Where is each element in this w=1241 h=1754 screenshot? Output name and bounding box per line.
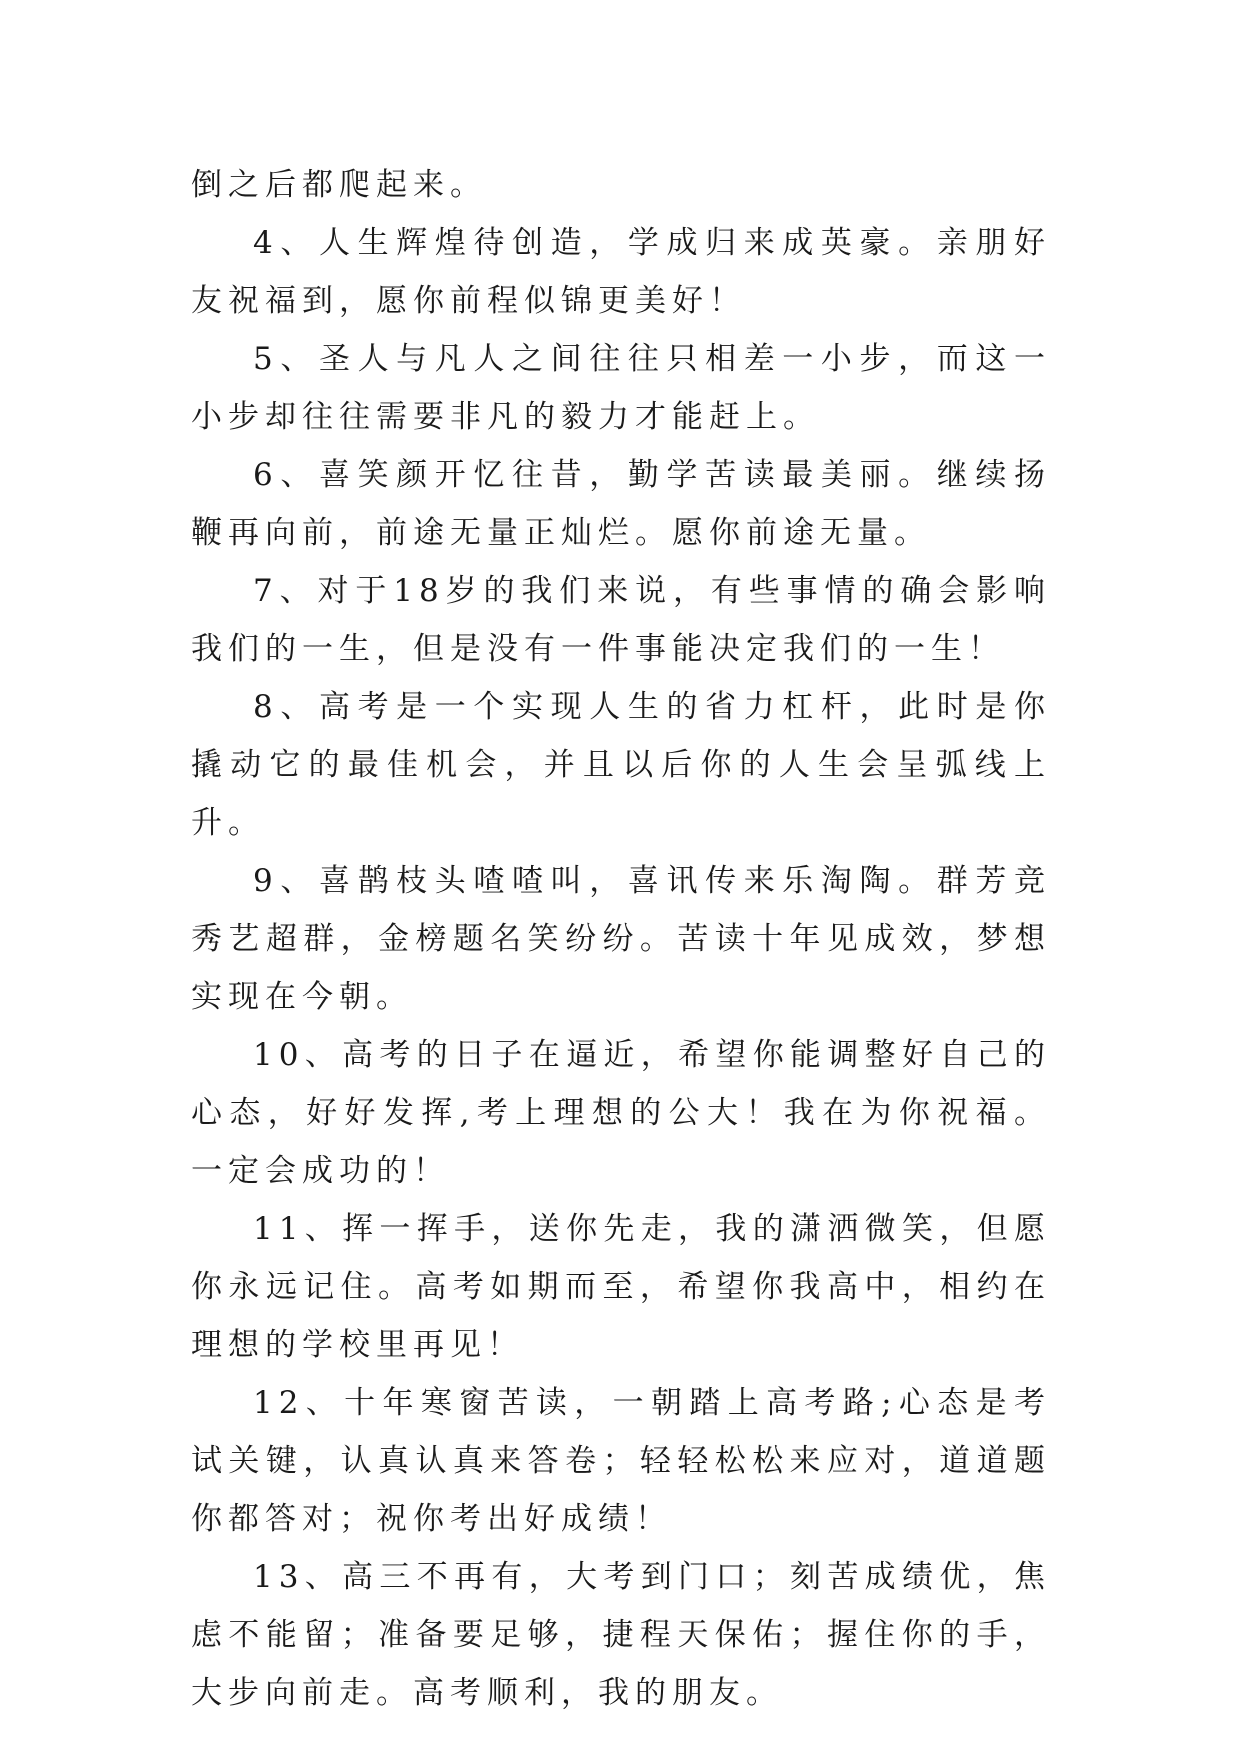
- paragraph-item-9: 9、喜鹊枝头喳喳叫，喜讯传来乐淘陶。群芳竞秀艺超群，金榜题名笑纷纷。苦读十年见成效，梦想实现在今朝。: [191, 863, 1051, 1015]
- paragraph-item-10: 10、高考的日子在逼近，希望你能调整好自己的心态，好好发挥,考上理想的公大！我在为你祝福。一定会成功的！: [191, 1037, 1051, 1189]
- paragraph-item-13: 13、高三不再有，大考到门口；刻苦成绩优，焦虑不能留；准备要足够，捷程天保佑；握住你的手，大步向前走。高考顺利，我的朋友。: [191, 1559, 1051, 1711]
- paragraph-item-12: 12、十年寒窗苦读，一朝踏上高考路;心态是考试关键，认真认真来答卷；轻轻松松来应对，道道题你都答对；祝你考出好成绩！: [191, 1385, 1051, 1537]
- paragraph-item-8: 8、高考是一个实现人生的省力杠杆，此时是你撬动它的最佳机会，并且以后你的人生会呈弧线上升。: [191, 689, 1051, 841]
- paragraph-item-7: 7、对于18岁的我们来说，有些事情的确会影响我们的一生，但是没有一件事能决定我们的一生！: [191, 573, 1051, 667]
- paragraph-item-11: 11、挥一挥手，送你先走，我的潇洒微笑，但愿你永远记住。高考如期而至，希望你我高中，相约在理想的学校里再见！: [191, 1211, 1051, 1363]
- paragraph-item-4: 4、人生辉煌待创造，学成归来成英豪。亲朋好友祝福到，愿你前程似锦更美好！: [191, 225, 1051, 319]
- paragraph-item-5: 5、圣人与凡人之间往往只相差一小步，而这一小步却往往需要非凡的毅力才能赶上。: [191, 341, 1051, 435]
- paragraph-continuation: 倒之后都爬起来。: [191, 167, 487, 203]
- paragraph-item-6: 6、喜笑颜开忆往昔，勤学苦读最美丽。继续扬鞭再向前，前途无量正灿烂。愿你前途无量。: [191, 457, 1051, 551]
- document-body: [191, 156, 1051, 1722]
